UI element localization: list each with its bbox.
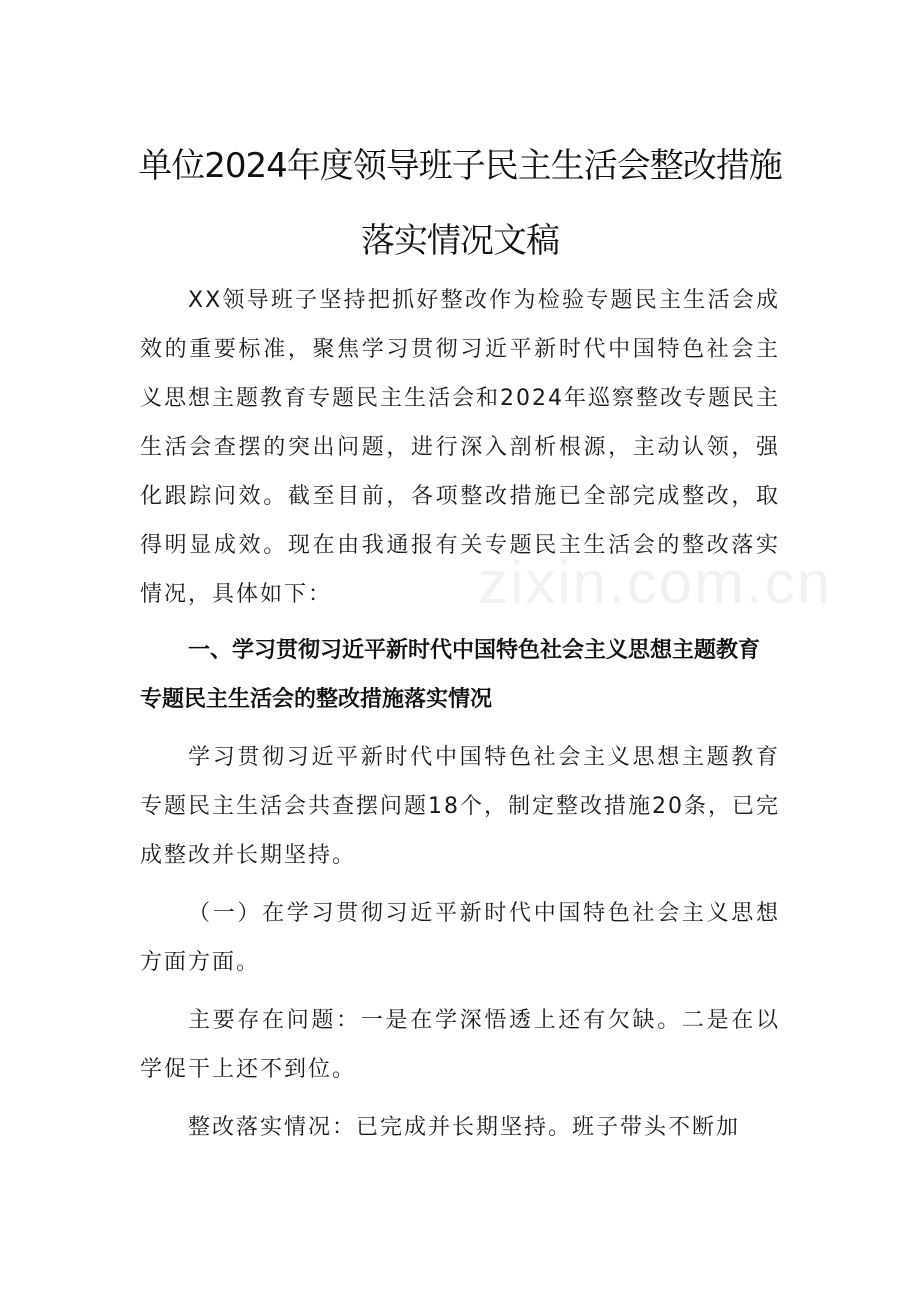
section-1-summary: 学习贯彻习近平新时代中国特色社会主义思想主题教育专题民主生活会共查摆问题18个，制定整改措施20条，已完成整改并长期坚持。 — [140, 745, 780, 868]
section-1-heading: 一、学习贯彻习近平新时代中国特色社会主义思想主题教育专题民主生活会的整改措施落实情况 — [140, 638, 761, 712]
rectification-paragraph: 整改落实情况：已完成并长期坚持。班子带头不断加 — [188, 1115, 741, 1140]
intro-paragraph: XX领导班子坚持把抓好整改作为检验专题民主生活会成效的重要标准，聚焦学习贯彻习近平新时代中国特色社会主义思想主题教育专题民主生活会和2024年巡察整改专题民主生活会查摆的突出问题，进行深入剖析根源，主动认领，强化跟踪问效。截至目前，各项整改措施已全部完成整改，取得明显成效。现在由我通报有关专题民主生活会的整改落实情况，具体如下： — [140, 288, 780, 607]
watermark: zixin.com.cn — [478, 549, 833, 616]
document-title-line-1: 单位2024年度领导班子民主生活会整改措施 — [138, 146, 782, 186]
document-title-line-2: 落实情况文稿 — [361, 221, 559, 261]
subsection-1-heading: （一）在学习贯彻习近平新时代中国特色社会主义思想方面方面。 — [140, 901, 780, 975]
problems-paragraph: 主要存在问题：一是在学深悟透上还有欠缺。二是在以学促干上还不到位。 — [140, 1008, 780, 1082]
